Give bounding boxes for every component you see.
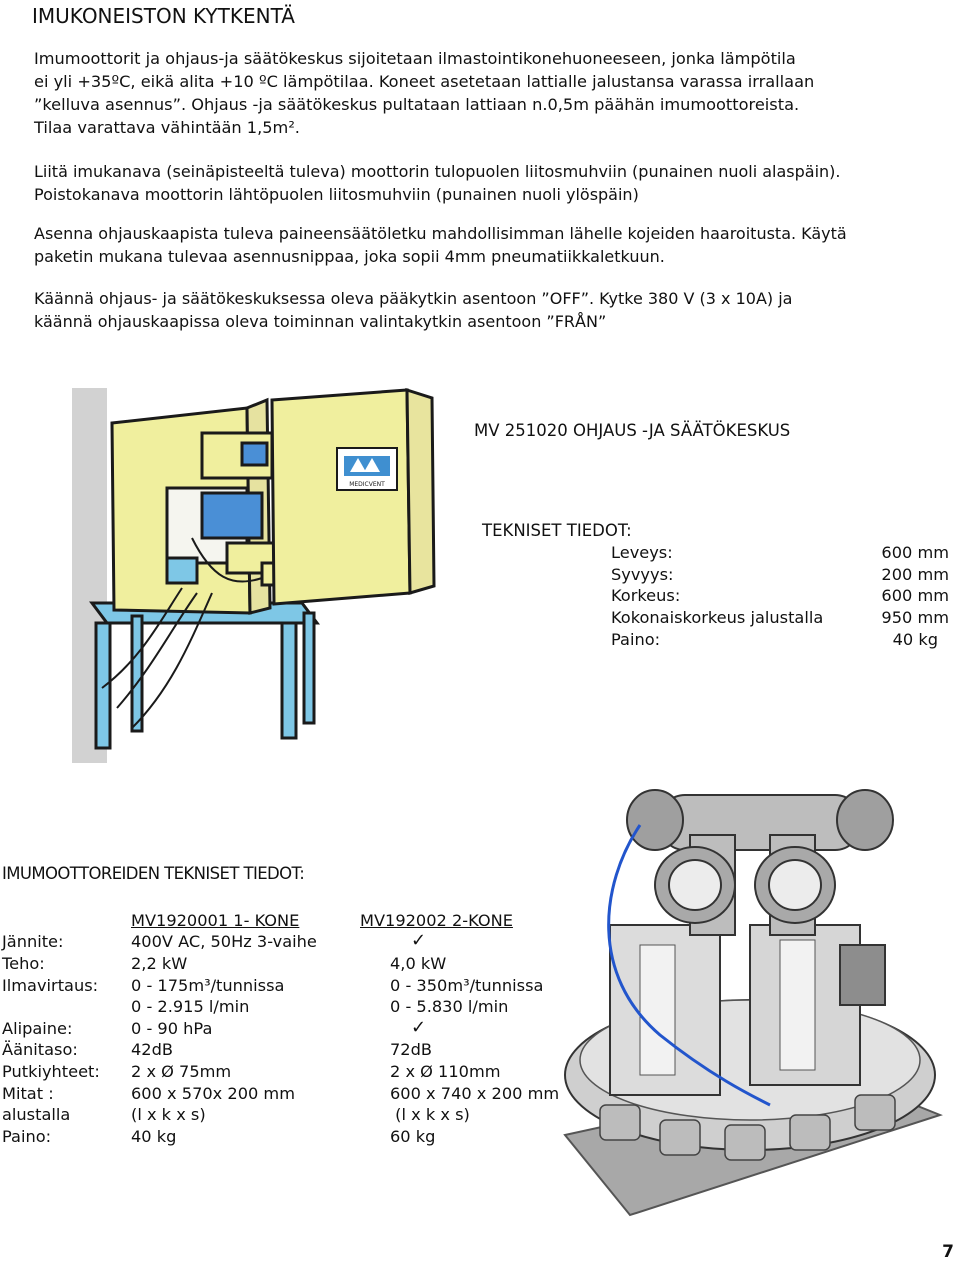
row-label: Paino:: [2, 1127, 52, 1146]
page-title: IMUKONEISTON KYTKENTÄ: [32, 4, 295, 28]
switch-line: Käännä ohjaus- ja säätökeskuksessa oleva pääkytkin asentoon ”OFF”. Kytke 380 V (3 x 10A) ja: [34, 289, 793, 308]
row-value-1: 400V AC, 50Hz 3-vaihe: [131, 932, 317, 951]
switch-line: käännä ohjauskaapissa oleva toiminnan valintakytkin asentoon ”FRÅN”: [34, 312, 607, 331]
intro-line: ”kelluva asennus”. Ohjaus -ja säätökeskus pultataan lattiaan n.0,5m päähän imumoottoreista.: [34, 95, 800, 114]
row-value-1: 0 - 2.915 l/min: [131, 997, 250, 1016]
hose-line: Asenna ohjauskaapista tuleva paineensäätöletku mahdollisimman lähelle kojeiden haaroitusta. Käytä: [34, 224, 847, 243]
checkmark-icon: ✓: [411, 930, 427, 951]
row-value-2: 0 - 5.830 l/min: [390, 997, 509, 1016]
row-value-2: 600 x 740 x 200 mm: [390, 1084, 560, 1103]
vacuum-motor-illustration: [540, 775, 960, 1230]
checkmark-icon: ✓: [411, 1017, 427, 1038]
spec-value: 950 mm: [881, 608, 949, 627]
medicvent-logo: [337, 448, 397, 490]
intro-line: Imumoottorit ja ohjaus-ja säätökeskus sijoitetaan ilmastointikonehuoneeseen, jonka lämpötila: [34, 49, 796, 68]
row-value-1: 0 - 175m³/tunnissa: [131, 976, 285, 995]
duct-line: Poistokanava moottorin lähtöpuolen liitosmuhviin (punainen nuoli ylöspäin): [34, 185, 639, 204]
col2-header: MV192002 2-KONE: [360, 911, 513, 930]
row-value-1: 2,2 kW: [131, 954, 188, 973]
spec-label: Kokonaiskorkeus jalustalla: [611, 608, 824, 627]
hose-line: paketin mukana tulevaa asennusnippaa, joka sopii 4mm pneumatiikkaletkuun.: [34, 247, 665, 266]
spec-label: Leveys:: [611, 543, 673, 562]
cabinet-caption: MV 251020 OHJAUS -JA SÄÄTÖKESKUS: [474, 421, 791, 440]
spec-value: 40 kg: [892, 630, 938, 649]
spec-value: 600 mm: [881, 586, 949, 605]
row-value-1: 42dB: [131, 1040, 173, 1059]
intro-line: ei yli +35ºC, eikä alita +10 ºC lämpötilaa. Koneet asetetaan lattialle jalustansa varassa irrallaan: [34, 72, 815, 91]
spec-value: 600 mm: [881, 543, 949, 562]
row-label: Ilmavirtaus:: [2, 976, 99, 995]
row-value-2: 0 - 350m³/tunnissa: [390, 976, 544, 995]
row-value-1: 0 - 90 hPa: [131, 1019, 213, 1038]
logo-text: MEDICVENT: [349, 481, 385, 488]
row-value-1: (l x k x s): [131, 1105, 206, 1124]
row-value-2: 72dB: [390, 1040, 432, 1059]
spec-label: Paino:: [611, 630, 661, 649]
row-label: Äänitaso:: [2, 1040, 78, 1059]
page-number: 7: [942, 1242, 954, 1262]
row-value-2: 2 x Ø 110mm: [390, 1062, 501, 1081]
spec-label: Korkeus:: [611, 586, 681, 605]
row-value-1: 40 kg: [131, 1127, 177, 1146]
row-value-2: 60 kg: [390, 1127, 436, 1146]
spec-value: 200 mm: [881, 565, 949, 584]
row-label: alustalla: [2, 1105, 71, 1124]
duct-line: Liitä imukanava (seinäpisteeltä tuleva) moottorin tulopuolen liitosmuhviin (punainen nuoli alaspäin).: [34, 162, 841, 181]
row-label: Mitat :: [2, 1084, 54, 1103]
cabinet-specs-title: TEKNISET TIEDOT:: [482, 521, 632, 540]
row-label: Alipaine:: [2, 1019, 73, 1038]
row-value-2: 4,0 kW: [390, 954, 447, 973]
row-value-2: (l x k x s): [390, 1105, 470, 1124]
row-value-1: 600 x 570x 200 mm: [131, 1084, 295, 1103]
control-cabinet-illustration: [72, 388, 472, 763]
row-label: Jännite:: [2, 932, 64, 951]
spec-label: Syvyys:: [611, 565, 674, 584]
col1-header: MV1920001 1- KONE: [131, 911, 300, 930]
intro-line: Tilaa varattava vähintään 1,5m².: [34, 118, 300, 137]
row-label: Putkiyhteet:: [2, 1062, 100, 1081]
row-label: Teho:: [2, 954, 45, 973]
row-value-1: 2 x Ø 75mm: [131, 1062, 232, 1081]
motors-title: IMUMOOTTOREIDEN TEKNISET TIEDOT:: [2, 864, 305, 883]
